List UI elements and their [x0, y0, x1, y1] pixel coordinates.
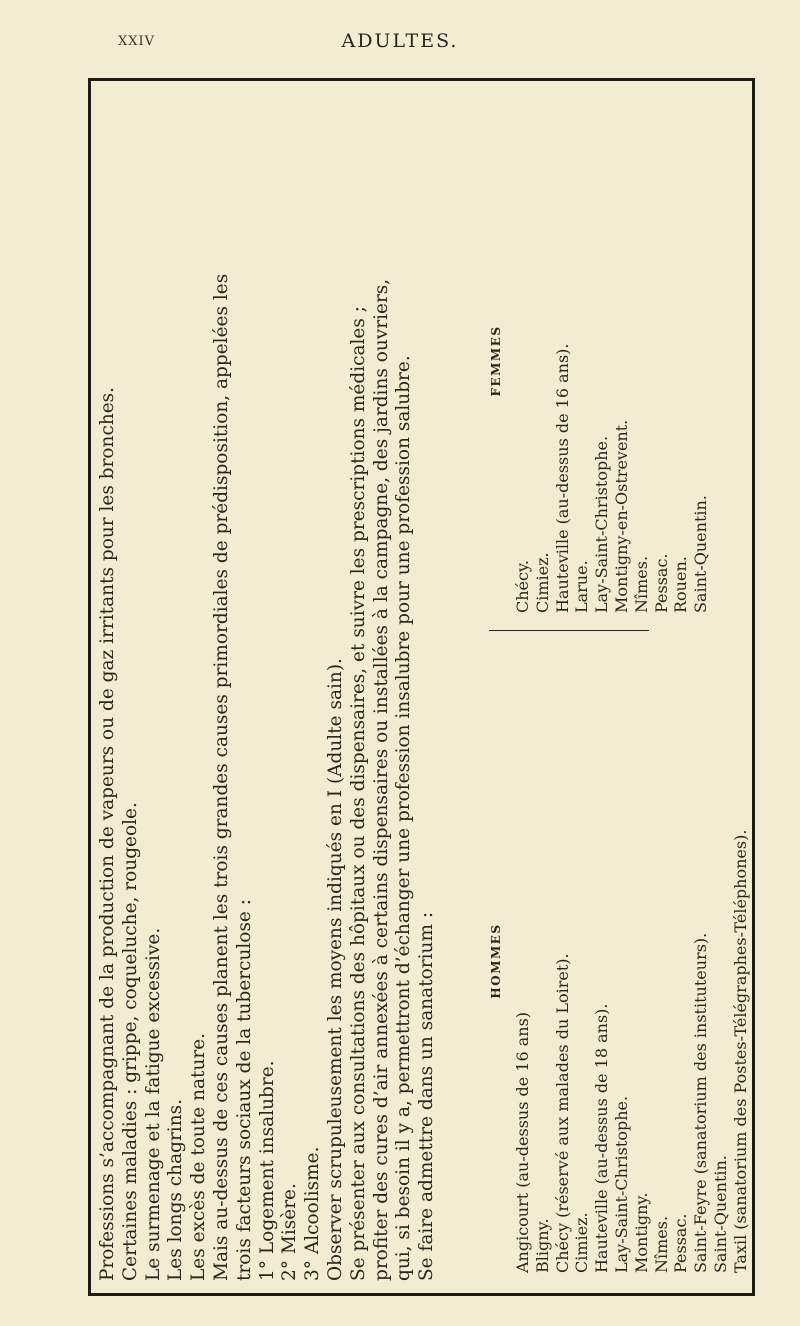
text-line: 1° Logement insalubre.: [256, 1060, 278, 1281]
text-line: Le surmenage et la fatigue excessive.: [142, 927, 164, 1281]
list-item: Chécy.: [513, 560, 532, 613]
femmes-heading: FEMMES: [489, 325, 503, 397]
list-item: Saint-Quentin.: [691, 495, 711, 613]
hommes-column: [489, 641, 751, 1281]
text-line: Certaines maladies : grippe, coqueluche, rougeole.: [119, 802, 141, 1281]
hommes-heading: HOMMES: [489, 923, 503, 999]
femmes-list: [513, 101, 711, 621]
list-item: Bligny.: [532, 1218, 552, 1273]
list-item: Lay-Saint-Christophe.: [611, 1095, 631, 1273]
list-item: Hauteville (au-dessus de 18 ans).: [592, 1003, 612, 1273]
list-item: Pessac.: [651, 553, 671, 613]
hommes-list: [513, 641, 751, 1281]
table-frame: [88, 78, 755, 1296]
femmes-column: [489, 101, 711, 621]
text-line: 2° Misère.: [279, 1183, 301, 1281]
text-line: Les longs chagrins.: [165, 1099, 187, 1281]
text-line: profiter des cures d’air annexées à certains dispensaires ou installées à la campagne, des jardins ouvriers,: [370, 278, 392, 1281]
running-head: ADULTES.: [341, 30, 459, 52]
sanatorium-lists: [489, 91, 750, 1281]
list-item: Chécy (réservé aux malades du Loiret).: [552, 953, 572, 1273]
page-number: XXIV: [118, 34, 156, 49]
list-item: Angicourt (au-dessus de 16 ans): [513, 1011, 532, 1273]
list-item: Nîmes.: [631, 555, 651, 613]
column-divider: [489, 630, 649, 631]
list-item: Lay-Saint-Christophe.: [592, 435, 612, 613]
list-item: Cimiez.: [572, 1212, 592, 1273]
prose-block: [97, 91, 439, 1281]
list-item: Cimiez.: [532, 552, 552, 613]
text-line: 3° Alcoolisme.: [302, 1146, 324, 1281]
list-item: Montigny.: [631, 1192, 651, 1273]
text-line: Professions s’accompagnant de la production de vapeurs ou de gaz irritants pour les bronches.: [97, 386, 118, 1281]
text-line: trois facteurs sociaux de la tuberculose :: [233, 899, 255, 1281]
list-item: Pessac.: [671, 1213, 691, 1273]
text-line: Mais au-dessus de ces causes planent les trois grandes causes primordiales de prédisposition, appelées les: [210, 273, 232, 1281]
list-item: Nîmes.: [651, 1215, 671, 1273]
list-item: Montigny-en-Ostrevent.: [611, 419, 631, 613]
list-item: Saint-Feyre (sanatorium des instituteurs).: [691, 932, 711, 1273]
content: [97, 91, 750, 1281]
list-item: Taxil (sanatorium des Postes-Télégraphes-Téléphones).: [730, 829, 750, 1273]
text-line: Se présenter aux consultations des hôpitaux ou des dispensaires, et suivre les prescriptions médicales ;: [347, 306, 369, 1281]
text-line: Les excès de toute nature.: [188, 1032, 210, 1281]
list-item: Larue.: [572, 560, 592, 613]
list-item: Rouen.: [671, 556, 691, 613]
text-line: Se faire admettre dans un sanatorium :: [416, 911, 438, 1281]
page-header: [0, 28, 800, 58]
rotated-content: [91, 81, 752, 1293]
list-item: Hauteville (au-dessus de 16 ans).: [552, 343, 572, 613]
text-line: qui, si besoin il y a, permettront d’échanger une profession insalubre pour une profession salubre.: [393, 355, 415, 1281]
list-item: Saint-Quentin.: [710, 1155, 730, 1273]
text-line: Observer scrupuleusement les moyens indiqués en I (Adulte sain).: [324, 658, 346, 1281]
